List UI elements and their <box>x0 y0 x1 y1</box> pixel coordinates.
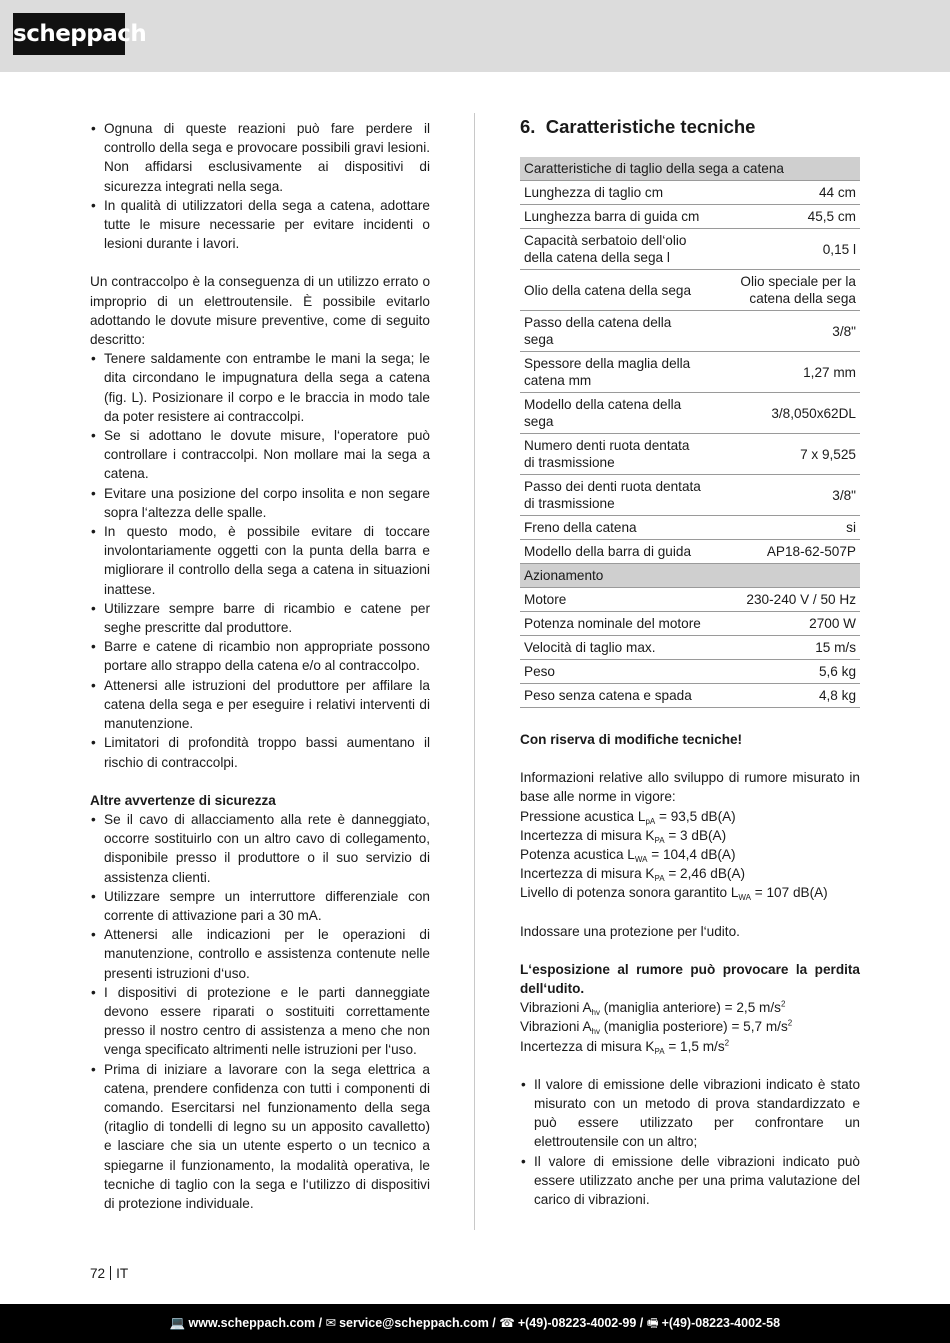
measurement-pre: Incertezza di misura K <box>520 1038 655 1054</box>
table-cell-label: Lunghezza di taglio cm <box>520 181 706 205</box>
list-item: • Se si adottano le dovute misure, l‘operatore può controllare i contraccolpi. Non mollare mai la sega a catena. <box>90 426 430 484</box>
measurement-sub: PA <box>654 835 665 845</box>
vibration-bullets <box>520 1075 860 1209</box>
measurement-sub: hv <box>591 1008 600 1018</box>
measurement-sub: pA <box>645 816 656 826</box>
brand-logo: scheppach <box>13 13 125 55</box>
table-cell-value: 45,5 cm <box>706 205 860 229</box>
kickback-paragraph: Un contraccolpo è la conseguenza di un utilizzo errato o improprio di un elettroutensile. È possibile evitarlo adottando le dovute misure preventive, come di seguito descritto: <box>90 274 430 348</box>
table-row <box>520 636 860 660</box>
table-row <box>520 229 860 270</box>
list-item: • Il valore di emissione delle vibrazioni indicato è stato misurato con un metodo di prova standardizzato e può essere utilizzato per confrontare un elettroutensile con un altro; <box>520 1075 860 1152</box>
mail-icon: ✉ <box>325 1316 337 1330</box>
table-cell-label: Freno della catena <box>520 516 706 540</box>
page-header <box>0 0 950 72</box>
bullet-list-1 <box>90 119 430 253</box>
table-cell-value: 230-240 V / 50 Hz <box>706 588 860 612</box>
hearing-warning: L‘esposizione al rumore può provocare la perdita dell‘udito. <box>520 961 860 997</box>
page-footer <box>0 1304 950 1343</box>
section-title <box>520 116 860 137</box>
table-row <box>520 516 860 540</box>
measurement-sub: PA <box>654 874 665 884</box>
measurement-pre: Potenza acustica L <box>520 847 635 863</box>
left-column <box>90 119 430 1213</box>
measurement-sup: 2 <box>780 999 786 1009</box>
page-number-separator <box>110 1266 111 1280</box>
fax-icon: 🖷 <box>646 1316 659 1330</box>
footer-separator: / <box>636 1316 647 1330</box>
measurement-sub: hv <box>591 1027 600 1037</box>
measurement-line <box>520 864 860 883</box>
measurement-post: = 104,4 dB(A) <box>647 847 736 863</box>
table-cell-label: Modello della catena della sega <box>520 393 706 434</box>
noise-intro: Informazioni relative allo sviluppo di rumore misurato in base alle norme in vigore: <box>520 770 860 805</box>
footer-email[interactable]: service@scheppach.com <box>339 1316 489 1330</box>
measurement-sub: PA <box>654 1046 665 1056</box>
page-number-value: 72 <box>90 1266 106 1281</box>
table-row <box>520 181 860 205</box>
table-row <box>520 311 860 352</box>
spec-table <box>520 157 860 708</box>
footer-fax: +(49)-08223-4002-58 <box>661 1316 781 1330</box>
table-cell-label: Capacità serbatoio dell‘olio della catena della sega l <box>520 229 706 270</box>
table-cell-label: Potenza nominale del motore <box>520 612 706 636</box>
table-cell-value: 15 m/s <box>706 636 860 660</box>
list-item: • Limitatori di profondità troppo bassi aumentano il rischio di contraccolpi. <box>90 733 430 771</box>
table-cell-label: Peso senza catena e spada <box>520 684 706 708</box>
table-cell-value: 5,6 kg <box>706 660 860 684</box>
list-item: • Prima di iniziare a lavorare con la sega elettrica a catena, prendere confidenza con tutti i componenti di comando. Esercitarsi nel funzionamento della sega (ritaglio di tondelli di legno su un apposito cavalletto) e lasciare che sia un utente esperto o un tecnico a spiegarne il funzionamento, la modalità operativa, le tecniche di taglio con la sega e l‘utilizzo di dispositivi di protezione individuale. <box>90 1060 430 1214</box>
measurement-sub: WA <box>634 855 648 865</box>
measurement-post: = 107 dB(A) <box>751 885 828 901</box>
other-warnings-heading: Altre avvertenze di sicurezza <box>90 792 276 808</box>
table-cell-label: Lunghezza barra di guida cm <box>520 205 706 229</box>
table-cell-label: Passo della catena della sega <box>520 311 706 352</box>
list-item: • Attenersi alle indicazioni per le operazioni di manutenzione, controllo e assistenza contenute nelle presenti istruzioni d‘uso. <box>90 925 430 983</box>
measurement-post: = 93,5 dB(A) <box>655 808 736 824</box>
table-cell-label: Passo dei denti ruota dentata di trasmissione <box>520 475 706 516</box>
table-cell-label: Motore <box>520 588 706 612</box>
table-cell-value: 1,27 mm <box>706 352 860 393</box>
footer-separator: / <box>488 1316 500 1330</box>
measurement-line <box>520 883 860 902</box>
list-item: • Utilizzare sempre un interruttore differenziale con corrente di attivazione pari a 30 mA. <box>90 887 430 925</box>
section-title-text: Caratteristiche tecniche <box>545 116 756 137</box>
page-number <box>90 1266 128 1281</box>
phone-icon: ☎ <box>499 1316 515 1330</box>
table-cell-value: 44 cm <box>706 181 860 205</box>
footer-separator: / <box>315 1316 326 1330</box>
measurement-sub: WA <box>738 893 751 903</box>
right-column <box>520 116 860 1209</box>
table-cell-value: 3/8" <box>706 311 860 352</box>
measurement-pre: Livello di potenza sonora garantito L <box>520 885 739 901</box>
table-category-row <box>520 157 860 181</box>
table-row <box>520 684 860 708</box>
table-cell-label: Modello della barra di guida <box>520 540 706 564</box>
page-language: IT <box>116 1266 129 1281</box>
table-row <box>520 588 860 612</box>
table-cell-value: 4,8 kg <box>706 684 860 708</box>
measurement-pre: Vibrazioni A <box>520 1000 592 1016</box>
table-row <box>520 205 860 229</box>
measurement-post: (maniglia anteriore) = 2,5 m/s <box>600 1000 781 1016</box>
reserve-note: Con riserva di modifiche tecniche! <box>520 732 743 747</box>
table-row <box>520 660 860 684</box>
table-row <box>520 393 860 434</box>
measurement-pre: Pressione acustica L <box>520 808 646 824</box>
table-row <box>520 352 860 393</box>
table-category-label: Caratteristiche di taglio della sega a catena <box>520 157 860 181</box>
list-item: • Attenersi alle istruzioni del produttore per affilare la catena della sega e per eseguire i relativi interventi di manutenzione. <box>90 676 430 734</box>
measurement-pre: Incertezza di misura K <box>520 827 655 843</box>
list-item: • Tenere saldamente con entrambe le mani la sega; le dita circondano le impugnatura della sega a catena (fig. L). Posizionare il corpo e le braccia in modo tale da poter resistere ai contraccolpi. <box>90 349 430 426</box>
computer-icon: 💻 <box>169 1316 186 1330</box>
measurement-pre: Vibrazioni A <box>520 1019 592 1035</box>
measurement-line <box>520 826 860 845</box>
bullet-list-2 <box>90 349 430 771</box>
list-item: • Il valore di emissione delle vibrazioni indicato può essere utilizzato anche per una prima valutazione del carico di vibrazioni. <box>520 1152 860 1210</box>
table-cell-value: AP18-62-507P <box>706 540 860 564</box>
vibration-values <box>520 998 860 1056</box>
list-item: • Utilizzare sempre barre di ricambio e catene per seghe prescritte dal produttore. <box>90 599 430 637</box>
table-row <box>520 612 860 636</box>
table-cell-label: Velocità di taglio max. <box>520 636 706 660</box>
table-cell-value: 0,15 l <box>706 229 860 270</box>
list-item: • In qualità di utilizzatori della sega a catena, adottare tutte le misure necessarie per evitare incidenti o lesioni durante i lavori. <box>90 196 430 254</box>
list-item: • In questo modo, è possibile evitare di toccare involontariamente oggetti con la punta della barra e migliorare il controllo della sega a catena in situazioni inattese. <box>90 522 430 599</box>
table-cell-value: Olio speciale per la catena della sega <box>706 270 860 311</box>
table-cell-label: Spessore della maglia della catena mm <box>520 352 706 393</box>
list-item: • Barre e catene di ricambio non appropriate possono portare allo strappo della catena e/o al contraccolpo. <box>90 637 430 675</box>
list-item: • Evitare una posizione del corpo insolita e non segare sopra l‘altezza delle spalle. <box>90 484 430 522</box>
list-item: • Se il cavo di allacciamento alla rete è danneggiato, occorre sostituirlo con un altro cavo di collegamento, disponibile presso il produttore o il suo servizio di assistenza clienti. <box>90 810 430 887</box>
table-cell-value: si <box>706 516 860 540</box>
measurement-post: = 1,5 m/s <box>664 1038 725 1054</box>
footer-phone: +(49)-08223-4002-99 <box>517 1316 637 1330</box>
column-divider <box>474 113 475 1230</box>
table-cell-value: 3/8" <box>706 475 860 516</box>
measurement-post: = 3 dB(A) <box>664 827 727 843</box>
table-cell-value: 7 x 9,525 <box>706 434 860 475</box>
measurement-post: = 2,46 dB(A) <box>664 866 746 882</box>
measurement-line <box>520 845 860 864</box>
hearing-note: Indossare una protezione per l‘udito. <box>520 923 740 939</box>
table-cell-label: Olio della catena della sega <box>520 270 706 311</box>
list-item: • Ognuna di queste reazioni può fare perdere il controllo della sega e provocare possibili gravi lesioni. Non affidarsi esclusivamente ai dispositivi di sicurezza integrati nella sega. <box>90 119 430 196</box>
footer-website[interactable]: www.scheppach.com <box>188 1316 316 1330</box>
measurement-post: (maniglia posteriore) = 5,7 m/s <box>600 1019 788 1035</box>
table-row <box>520 475 860 516</box>
table-category-label: Azionamento <box>520 564 860 588</box>
measurement-line <box>520 1017 860 1036</box>
table-cell-value: 3/8,050x62DL <box>706 393 860 434</box>
table-cell-value: 2700 W <box>706 612 860 636</box>
table-row <box>520 540 860 564</box>
measurement-pre: Incertezza di misura K <box>520 866 655 882</box>
table-row <box>520 270 860 311</box>
bullet-list-3 <box>90 810 430 1213</box>
measurement-sup: 2 <box>787 1018 793 1028</box>
measurement-sup: 2 <box>724 1038 730 1048</box>
table-cell-label: Peso <box>520 660 706 684</box>
list-item: • I dispositivi di protezione e le parti danneggiate devono essere riparati o sostituiti correttamente presso il nostro centro di assistenza a meno che non venga specificato altrimenti nelle istruzioni per l‘uso. <box>90 983 430 1060</box>
section-number: 6. <box>520 116 536 137</box>
table-category-row <box>520 564 860 588</box>
measurement-line <box>520 807 860 826</box>
noise-values <box>520 807 860 903</box>
measurement-line <box>520 1037 860 1056</box>
table-cell-label: Numero denti ruota dentata di trasmissione <box>520 434 706 475</box>
measurement-line <box>520 998 860 1017</box>
table-row <box>520 434 860 475</box>
